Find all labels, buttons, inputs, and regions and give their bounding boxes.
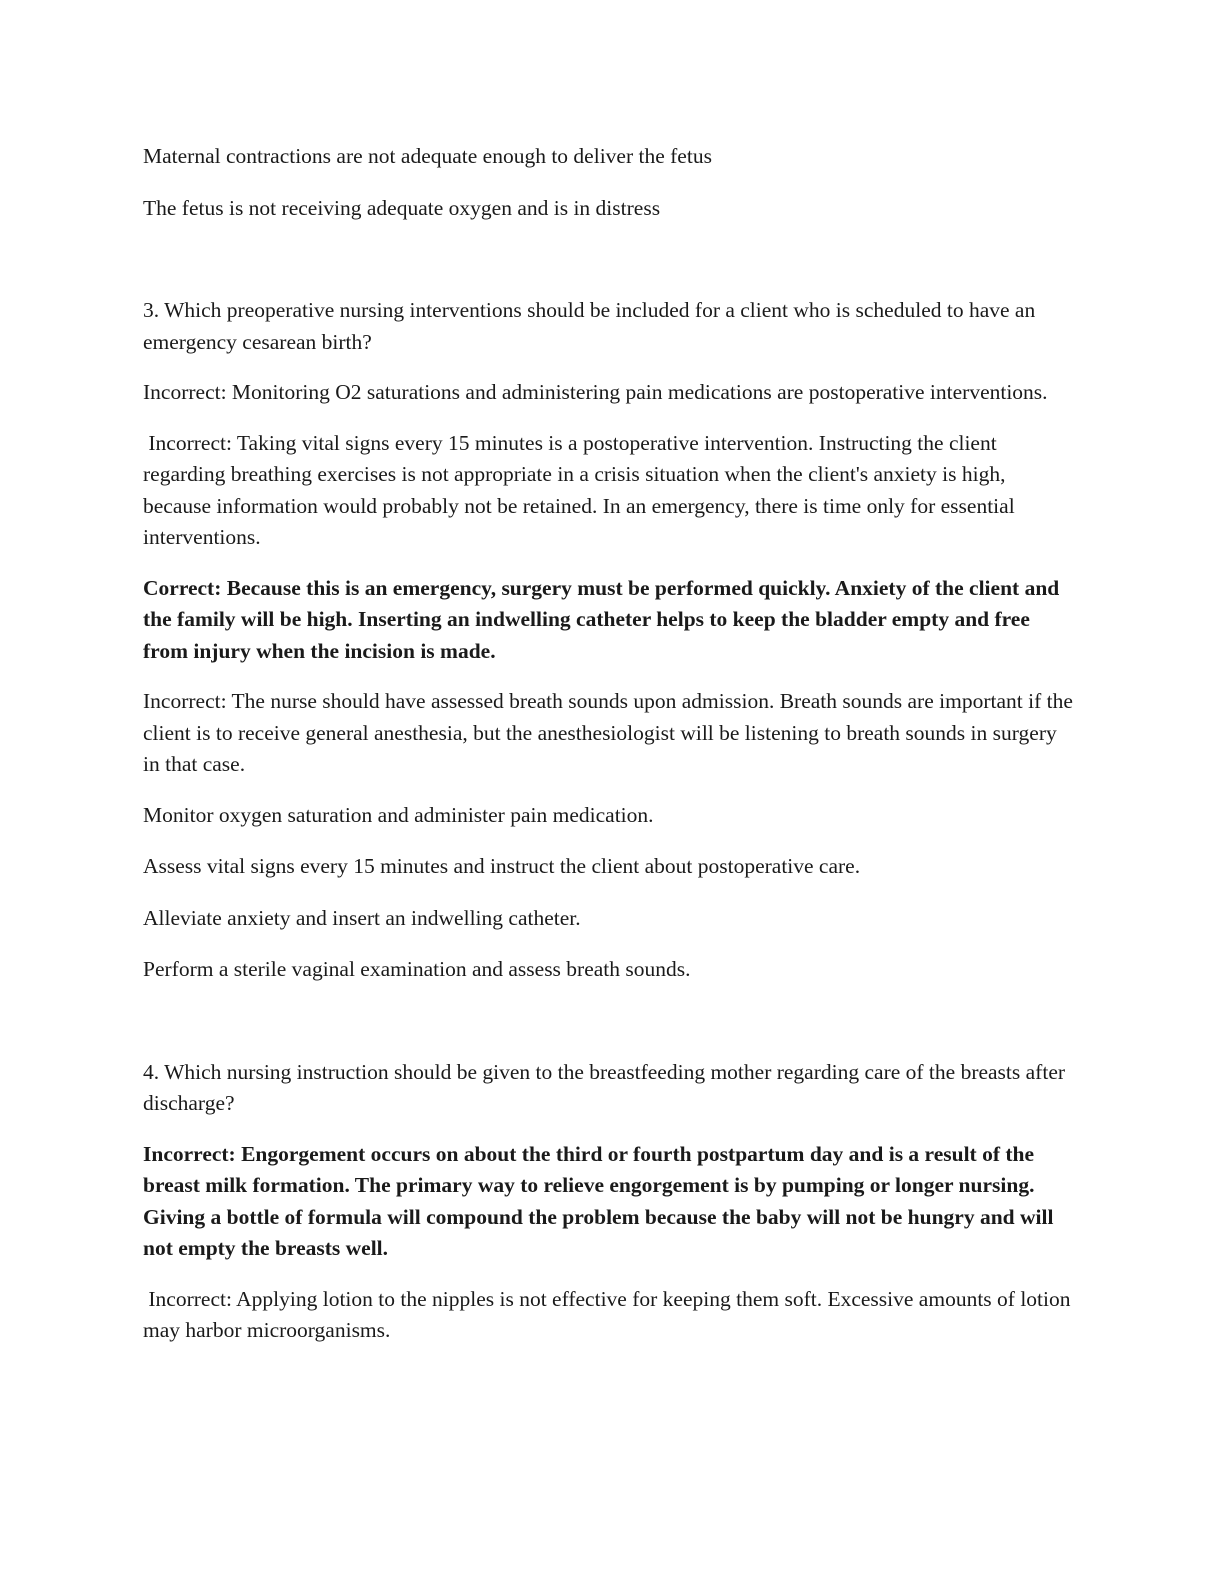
- q3-rationale-2: Incorrect: Taking vital signs every 15 minutes is a postoperative intervention. Instructing the client regarding breathing exercises is not appropriate in a crisis situation when the client's anxiety is high, because information would probably not be retained. In an emergency, there is time only for essential interventions.: [143, 430, 1021, 549]
- q3-question: 3. Which preoperative nursing interventions should be included for a client who is scheduled to have an emergency cesarean birth?: [143, 298, 1036, 354]
- q2-option-c: Maternal contractions are not adequate enough to deliver the fetus: [143, 144, 712, 168]
- q3-rationale-1: Incorrect: Monitoring O2 saturations and administering pain medications are postoperative interventions.: [143, 380, 1048, 404]
- document-page: [143, 141, 1078, 1347]
- q2-option-d: The fetus is not receiving adequate oxygen and is in distress: [143, 195, 661, 220]
- q3-option-a: Monitor oxygen saturation and administer pain medication.: [143, 802, 654, 827]
- q3-option-b: Assess vital signs every 15 minutes and instruct the client about postoperative care.: [143, 854, 861, 878]
- q3-option-c: Alleviate anxiety and insert an indwelling catheter.: [143, 905, 581, 930]
- q4-question: 4. Which nursing instruction should be given to the breastfeeding mother regarding care of the breasts after discharge?: [143, 1059, 1066, 1115]
- q4-rationale-2: Incorrect: Applying lotion to the nipples is not effective for keeping them soft. Excessive amounts of lotion may harbor microorganisms.: [143, 1286, 1076, 1342]
- q3-rationale-3: Correct: Because this is an emergency, surgery must be performed quickly. Anxiety of the client and the family will be high. Inserting an indwelling catheter helps to keep the bladder empty and free from injury when the incision is made.: [143, 575, 1060, 663]
- q3-rationale-4: Incorrect: The nurse should have assessed breath sounds upon admission. Breath sounds are important if the client is to receive general anesthesia, but the anesthesiologist will be listening to breath sounds in surgery in that case.: [143, 689, 1073, 776]
- q4-rationale-1: Incorrect: Engorgement occurs on about the third or fourth postpartum day and is a result of the breast milk formation. The primary way to relieve engorgement is by pumping or longer nursing. Giving a bottle of formula will compound the problem because the baby will not be hungry and will not empty the breasts well.: [143, 1141, 1054, 1260]
- q3-option-d: Perform a sterile vaginal examination and assess breath sounds.: [143, 957, 691, 981]
